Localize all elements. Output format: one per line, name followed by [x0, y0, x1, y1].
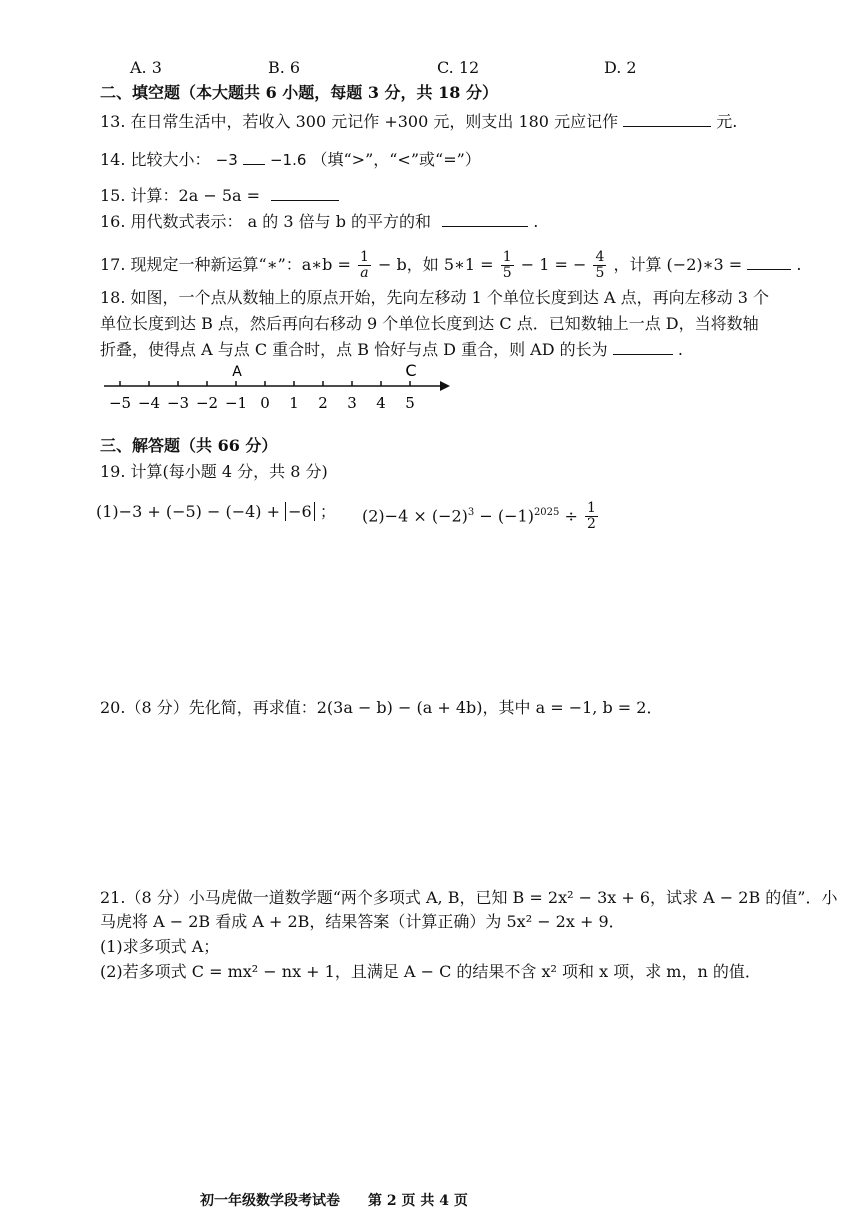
- q19-p1-end: ；: [319, 502, 336, 521]
- q17-mid-1: − b，如 5∗1 =: [378, 255, 494, 274]
- q18-end: .: [677, 340, 683, 359]
- q15-text: 15. 计算：2a − 5a =: [100, 186, 261, 205]
- question-20: 20.（8 分）先化简，再求值：2(3a − b) − (a + 4b)，其中 a = −1, b = 2．: [100, 698, 663, 717]
- q21-line-1: 21.（8 分）小马虎做一道数学题“两个多项式 A, B，已知 B = 2x² − 3x + 6，试求 A − 2B 的值”．小: [100, 888, 838, 907]
- q19-part-2: [362, 496, 600, 533]
- option-a: A. 3: [130, 58, 162, 77]
- q19-p2-prefix: (2)−4 × (−2): [362, 506, 468, 526]
- q17-end: .: [796, 255, 802, 274]
- tick-label: −3: [166, 394, 190, 412]
- q19-p1-expression: (1)−3 + (−5) − (−4) +: [96, 502, 281, 521]
- q18-answer-blank[interactable]: [613, 340, 673, 355]
- tick-label: −5: [108, 394, 132, 412]
- q13-text: 13. 在日常生活中，若收入 300 元记作 +300 元，则支出 180 元应记作: [100, 112, 619, 131]
- tick-label: −1: [224, 394, 248, 412]
- q14-right-value: −1.6: [269, 151, 307, 169]
- q14-prefix: 14. 比较大小：: [100, 150, 211, 169]
- q16-expression: a 的 3 倍与 b 的平方的和: [247, 212, 432, 231]
- tick-label: 5: [405, 394, 415, 412]
- q21-part-1: (1)求多项式 A；: [100, 937, 220, 956]
- q16-answer-blank[interactable]: [442, 212, 528, 227]
- tick-label: −2: [195, 394, 219, 412]
- question-14: [100, 150, 481, 170]
- tick-label: 0: [260, 394, 270, 412]
- tick-label: 1: [289, 394, 299, 412]
- tick-label: −4: [137, 394, 161, 412]
- q14-answer-blank[interactable]: [243, 150, 265, 165]
- number-line-figure: [100, 362, 460, 414]
- page-footer: 初一年级数学段考试卷 第 2 页 共 4 页: [200, 1193, 468, 1209]
- q14-suffix: （填“>”，“<”或“=”）: [311, 150, 481, 169]
- q19-title: 19. 计算(每小题 4 分，共 8 分): [100, 462, 328, 481]
- q17-mid-3: ，计算 (−2)∗3 =: [613, 255, 743, 274]
- q19-p2-div: ÷: [559, 506, 583, 526]
- question-17: [100, 245, 801, 285]
- q17-fraction-3: $\frac{4}{5}$: [595, 249, 605, 281]
- q19-part-1: [96, 502, 336, 522]
- number-line-arrow: [440, 381, 450, 391]
- q17-mid-2: − 1 = −: [520, 255, 587, 274]
- question-16: [100, 212, 538, 232]
- q19-p2-mid: − (−1): [474, 506, 534, 526]
- q16-end: .: [533, 212, 539, 231]
- q21-part-2: (2)若多项式 C = mx² − nx + 1，且满足 A − C 的结果不含 x² 项和 x 项，求 m，n 的值．: [100, 962, 761, 981]
- option-b: B. 6: [268, 58, 301, 77]
- question-13: [100, 112, 737, 132]
- question-15: [100, 186, 339, 206]
- point-a-label: A: [232, 364, 242, 380]
- q19-p1-absolute: −6: [285, 502, 315, 521]
- q18-line-1: 18. 如图，一个点从数轴上的原点开始，先向左移动 1 个单位长度到达 A 点，再向左移动 3 个: [100, 288, 769, 307]
- q16-prefix: 16. 用代数式表示：: [100, 212, 243, 231]
- q19-p2-exp2: 2025: [533, 507, 560, 518]
- tick-label: 4: [376, 394, 386, 412]
- tick-label: 3: [347, 394, 357, 412]
- tick-label: 2: [318, 394, 328, 412]
- q21-line-2: 马虎将 A − 2B 看成 A + 2B，结果答案（计算正确）为 5x² − 2x + 9．: [100, 912, 625, 931]
- q19-p2-exp1: 3: [467, 507, 475, 518]
- q14-left-value: −3: [215, 151, 238, 169]
- q18-line-3: 折叠，使得点 A 与点 C 重合时，点 B 恰好与点 D 重合，则 AD 的长为: [100, 340, 608, 359]
- q17-answer-blank[interactable]: [747, 255, 791, 270]
- point-c-label: C: [405, 361, 417, 380]
- section2-heading: 二、填空题（本大题共 6 小题，每题 3 分，共 18 分）: [100, 83, 498, 102]
- q17-fraction-2: $\frac{1}{5}$: [502, 249, 512, 281]
- q13-unit: 元.: [716, 112, 738, 131]
- q15-answer-blank[interactable]: [271, 186, 339, 201]
- option-d: D. 2: [604, 58, 637, 77]
- section3-heading: 三、解答题（共 66 分）: [100, 436, 278, 455]
- q17-fraction-1: $\frac{1}{a}$: [360, 249, 369, 281]
- q19-p2-fraction: $\frac{1}{2}$: [586, 500, 596, 533]
- q13-answer-blank[interactable]: [623, 112, 711, 127]
- option-c: C. 12: [437, 58, 480, 77]
- q18-line-2: 单位长度到达 B 点，然后再向右移动 9 个单位长度到达 C 点．已知数轴上一点 D，当将数轴: [100, 314, 759, 333]
- question-18-line-3: [100, 340, 683, 360]
- q17-prefix: 17. 现规定一种新运算“∗”：a∗b =: [100, 255, 351, 274]
